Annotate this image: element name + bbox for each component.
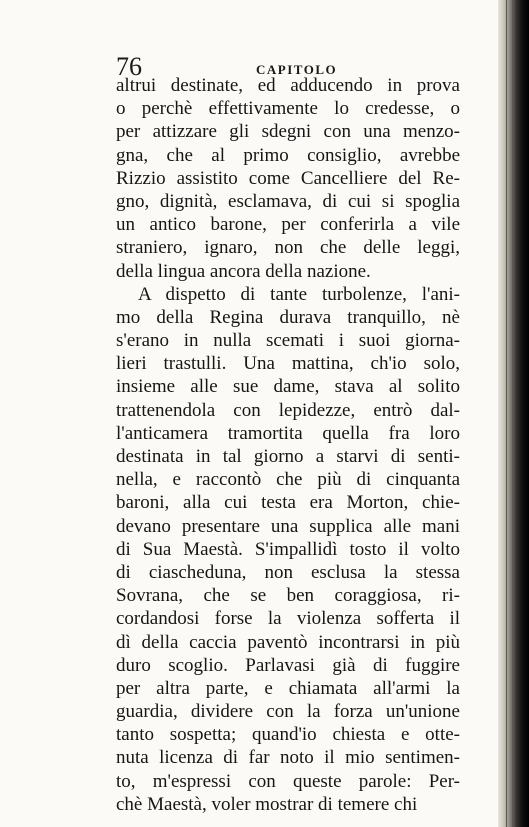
text-line: lieri trastulli. Una mattina, ch'io solo, xyxy=(116,353,460,375)
text-line: per attizzare gli sdegni con una menzo- xyxy=(116,121,460,143)
body-text xyxy=(116,74,460,816)
text-line: di Sua Maestà. S'impallidì tosto il volto xyxy=(116,538,460,560)
text-line: di ciascheduna, non esclusa la stessa xyxy=(116,561,460,583)
text-line: nuta licenza di far noto il mio sentimen- xyxy=(116,747,460,769)
text-line: s'erano in nulla scemati i suoi giorna- xyxy=(116,330,460,352)
text-line: dì della caccia paventò incontrarsi in più xyxy=(116,631,460,653)
text-line: to, m'espressi con queste parole: Per- xyxy=(116,770,460,792)
text-line: tanto sospetta; quand'io chiesta e otte- xyxy=(116,724,460,746)
text-line: baroni, alla cui testa era Morton, chie- xyxy=(116,492,460,514)
text-line: straniero, ignaro, non che delle leggi, xyxy=(116,237,460,259)
gutter-edge xyxy=(512,0,513,827)
text-line: chè Maestà, voler mostrar di temere chi xyxy=(116,793,418,815)
text-line: Rizzio assistito come Cancelliere del Re- xyxy=(116,167,460,189)
text-line: duro scoglio. Parlavasi già di fuggire xyxy=(116,654,460,676)
text-line: un antico barone, per conferirla a vile xyxy=(116,214,460,236)
text-line: Sovrana, che se ben coraggiosa, ri- xyxy=(116,585,460,607)
text-line: per altra parte, e chiamata all'armi la xyxy=(116,677,460,699)
text-line: devano presentare una supplica alle mani xyxy=(116,515,460,537)
paragraph xyxy=(116,74,460,283)
page-number: 76 xyxy=(116,52,142,81)
text-line: nella, e raccontò che più di cinquanta xyxy=(116,469,460,491)
text-line: gna, che al primo consiglio, avrebbe xyxy=(116,144,460,166)
gutter-edge xyxy=(506,0,507,827)
text-line: guardia, dividere con la forza un'unione xyxy=(116,701,460,723)
text-line: della lingua ancora della nazione. xyxy=(116,260,371,282)
text-line: insieme alle sue dame, stava al solito xyxy=(116,376,460,398)
text-line: mo della Regina durava tranquillo, nè xyxy=(116,306,460,328)
text-line: cordandosi forse la violenza sofferta il xyxy=(116,608,460,630)
text-line: o perchè effettivamente lo credesse, o xyxy=(116,98,460,120)
text-line: gno, dignità, esclamava, di cui si spoglia xyxy=(116,190,460,212)
text-line: trattenendola con lepidezze, entrò dal- xyxy=(116,399,460,421)
paragraph xyxy=(116,283,460,816)
text-line: l'anticamera tramortita quella fra loro xyxy=(116,422,460,444)
book-gutter xyxy=(498,0,529,827)
text-line: altrui destinate, ed adducendo in prova xyxy=(116,75,460,96)
text-line: A dispetto di tante turbolenze, l'ani- xyxy=(138,283,460,305)
text-line: destinata in tal giorno a starvi di senti- xyxy=(116,446,460,467)
running-head: CAPITOLO xyxy=(256,62,338,77)
